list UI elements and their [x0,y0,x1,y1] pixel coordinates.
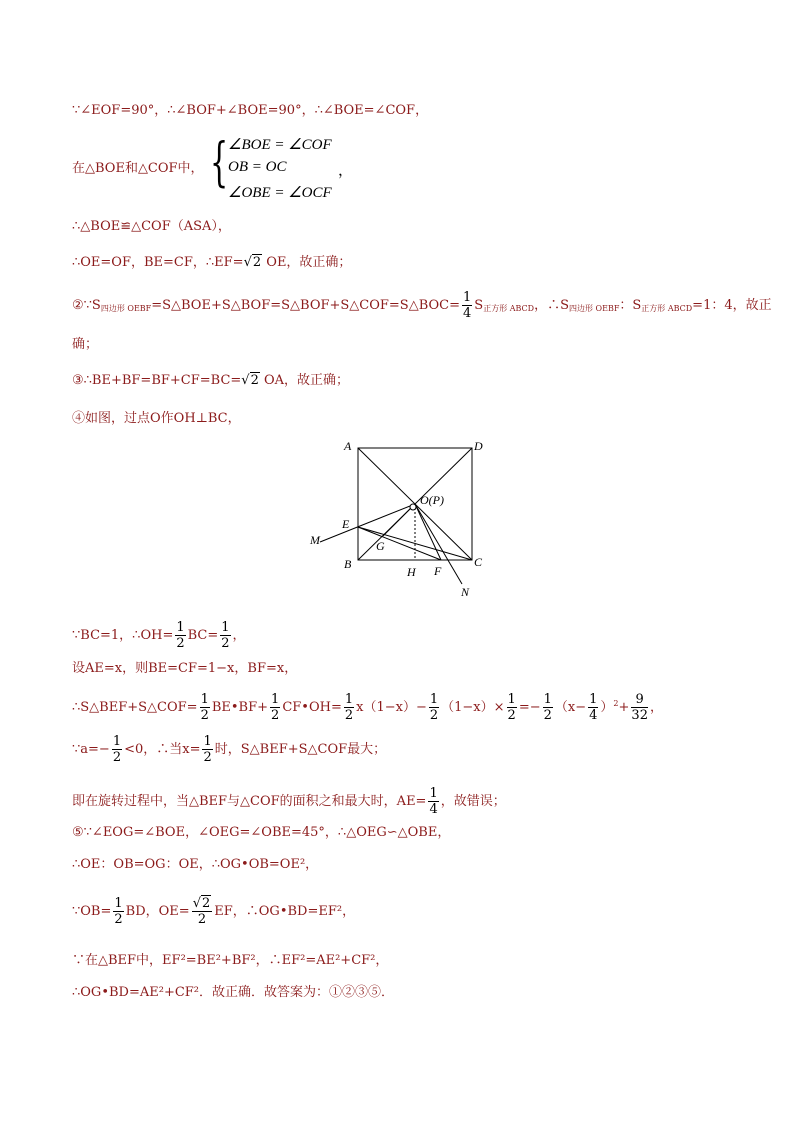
frac-den: 32 [631,708,648,723]
sqrt-arg-l16: 2 [201,896,211,911]
text-l5c: S [474,298,484,313]
frac-den: 2 [200,708,209,723]
line-13 [72,786,506,817]
sqrt-icon: √ [243,255,252,270]
brace-icon: { [210,133,229,193]
text-l16b: BD，OE= [125,904,190,919]
frac-num: 1 [429,692,439,707]
frac-half [344,692,354,723]
label-n: N [461,585,470,599]
text-l18: ∴OG•BD=AE²+CF²．故正确．故答案为：①②③⑤． [72,985,395,1000]
text-l1: ∵∠EOF=90°，∴∠BOF+∠BOE=90°，∴∠BOE=∠COF， [72,103,429,118]
frac-den: 2 [507,708,516,723]
label-h: H [407,565,416,579]
frac-quarter [428,786,438,817]
text-l9a: ∵BC=1，∴OH= [72,628,174,643]
text-l5b: =S△BOE+S△BOF=S△BOF+S△COF=S△BOC= [151,298,461,313]
frac-half [543,692,553,723]
text-l5f: =1：4，故正 [692,298,772,313]
frac-num: 1 [543,692,552,707]
sqrt-arg-l7: 2 [250,373,259,388]
text-l11h: ） [600,700,614,715]
frac-half [507,692,517,723]
line-2 [72,160,204,178]
text-l5e: ：S [619,298,642,313]
line-6 [72,336,98,354]
line-17 [72,952,388,970]
text-l17: ∵在△BEF中，EF²=BE²+BF²，∴EF²=AE²+CF²， [72,953,389,968]
text-l12b: <0，∴当x= [124,742,201,757]
text-l10: 设AE=x，则BE=CF=1−x，BF=x， [72,661,298,676]
frac-num: 1 [176,620,185,635]
sqrt-icon: √ [241,373,250,388]
line-14 [72,824,450,842]
frac-num: 9 [631,692,648,708]
frac-den: 2 [429,708,439,723]
frac-den: 2 [221,636,230,651]
frac-den: 4 [429,802,438,817]
sqrt-icon: √ [192,896,201,911]
line-15 [72,856,318,874]
text-l11d: x（1−x）− [356,700,427,715]
label-m: M [310,533,320,547]
frac-num: 1 [429,786,438,801]
line-12 [72,734,386,765]
frac-den: 2 [543,708,552,723]
frac-den: 2 [344,708,354,723]
line-11 [72,692,663,723]
frac-den: 2 [176,636,185,651]
line-10 [72,660,297,678]
label-a: A [344,439,352,453]
frac-den: 2 [197,912,207,927]
text-l4b: OE，故正确； [262,255,352,270]
line-ef [358,527,441,560]
line-1 [72,102,428,120]
text-l11j: ， [649,700,663,715]
system-comma: ， [338,163,354,179]
frac-num: 1 [271,692,280,707]
text-l16c: EF，∴OG•BD=EF²， [214,904,356,919]
line-4 [72,254,351,272]
text-l3: ∴△BOE≌△COF（ASA）， [72,219,231,234]
text-l7b: OA，故正确； [259,373,350,388]
text-l5d: ，∴S [534,298,569,313]
frac-quarter [588,692,598,723]
line-5 [72,290,772,321]
frac-l5 [462,290,472,321]
frac-den: 4 [589,708,598,723]
frac-nine [631,692,648,723]
sub-l5-3: 四边形 OEBF [569,304,620,313]
text-l4a: ∴OE=OF，BE=CF，∴EF= [72,255,244,270]
frac-half [200,692,210,723]
frac-half [113,896,123,927]
frac-half [270,692,280,723]
text-l11i: + [618,700,630,715]
frac-sqrt2-half [192,896,213,927]
line-18 [72,984,394,1002]
frac-num: 1 [589,692,598,707]
frac-num: 1 [507,692,516,707]
sub-l5-1: 四边形 OEBF [100,304,152,313]
frac-den: 2 [271,708,280,723]
text-l13a: 即在旋转过程中，当△BEF与△COF的面积之和最大时，AE= [72,794,427,809]
text-l11f: =− [518,700,541,715]
sub-l5-2: 正方形 ABCD [483,304,535,313]
frac-num: 1 [114,896,123,911]
frac-num [192,896,213,912]
frac-half [202,734,212,765]
text-l11c: CF•OH= [282,700,342,715]
label-g: G [376,539,385,553]
frac-den: 2 [114,912,123,927]
frac-half [175,620,185,651]
frac-l5-den: 4 [463,306,472,321]
text-l11b: BE•BF+ [211,700,269,715]
frac-den: 2 [112,750,122,765]
sqrt-arg-l4: 2 [252,255,262,270]
frac-half [112,734,122,765]
text-l12c: 时，S△BEF+S△COF最大； [214,742,387,757]
text-l2: 在△BOE和△COF中， [72,161,204,176]
text-l8: ④如图，过点O作OH⊥BC， [72,411,241,426]
label-d: D [474,439,483,453]
frac-num: 1 [344,692,354,707]
line-8 [72,410,241,428]
text-l14: ⑤∵∠EOG=∠BOE，∠OEG=∠OBE=45°，∴△OEG∽△OBE， [72,825,451,840]
text-l15: ∴OE：OB=OG：OE，∴OG•OB=OE²， [72,857,319,872]
text-l12a: ∵a=− [72,742,110,757]
text-l9c: ， [232,628,246,643]
line-3 [72,218,231,236]
label-e: E [342,517,350,531]
system-row-3: ∠OBE = ∠OCF [228,185,332,201]
text-l7a: ③∴BE+BF=BF+CF=BC= [72,373,242,388]
frac-num: 1 [203,734,212,749]
label-f: F [434,564,442,578]
line-16 [72,896,355,927]
frac-half [429,692,439,723]
line-om [320,504,415,542]
text-l9b: BC= [187,628,219,643]
frac-half [220,620,230,651]
text-l11g: （x− [554,700,587,715]
geometry-figure [300,436,500,602]
frac-den: 2 [203,750,212,765]
sup-l11: 2 [613,699,619,708]
frac-num: 1 [221,620,230,635]
line-7 [72,372,349,390]
text-l13b: ，故错误； [440,794,506,809]
system-row-2: OB = OC [228,159,287,175]
label-o: O(P) [420,493,444,507]
sub-l5-4: 正方形 ABCD [641,304,693,313]
frac-num: 1 [112,734,122,749]
frac-num: 1 [200,692,209,707]
text-l6: 确； [72,337,99,352]
text-l16a: ∵OB= [72,904,112,919]
system-row-1: ∠BOE = ∠COF [228,137,332,153]
text-l11e: （1−x）× [441,700,505,715]
text-l11a: ∴S△BEF+S△COF= [72,700,198,715]
text-l5a: ②∵S [72,298,101,313]
label-b: B [344,557,352,571]
frac-l5-num: 1 [463,290,472,305]
line-9 [72,620,246,651]
point-o [410,504,416,510]
label-c: C [474,555,483,569]
